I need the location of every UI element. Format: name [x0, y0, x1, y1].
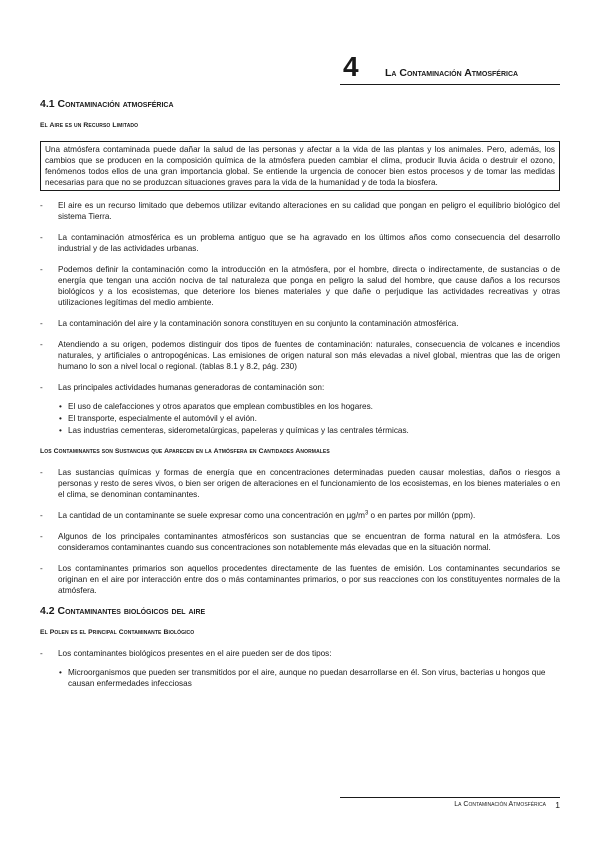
list-item-text: Los contaminantes primarios son aquellos procedentes directamente de las fuentes de emisión. Los contaminantes secundarios se originan en el aire por interacción entre dos o más contaminantes primarios, o por sus reacciones con los constituyentes normales de la atmósfera.: [58, 564, 560, 595]
bullet-item: [40, 425, 560, 436]
list-item-text-start: La cantidad de un contaminante se suele expresar como una concentración en µg/m: [58, 511, 365, 520]
subsection-heading: El Aire es un Recurso Limitado: [40, 122, 139, 129]
header-rule: [340, 84, 560, 85]
dash-marker: -: [40, 233, 43, 242]
list-item-text: Las principales actividades humanas generadoras de contaminación son:: [58, 383, 325, 392]
list-item-text-end: o en partes por millón (ppm).: [368, 511, 476, 520]
list-item-text: Las sustancias químicas y formas de energía que en concentraciones determinadas pueden causar molestias, daños o riesgos a personas y resto de seres vivos, o bien ser origen de alteraciones en el funcionamiento de los ecosistemas, en los bienes materiales o en el clima, se denominan contaminantes.: [58, 468, 560, 499]
list-item: [40, 648, 560, 659]
bullet-marker: •: [59, 414, 62, 423]
subsection-heading: Los Contaminantes son Sustancias que Aparecen en la Atmósfera en Cantidades Anormales: [40, 448, 330, 455]
dash-marker: -: [40, 201, 43, 210]
bullet-list: [40, 667, 560, 689]
superscript: 3: [364, 510, 369, 517]
section-heading: 4.2 Contaminantes biológicos del aire: [40, 605, 206, 617]
list-item-text: La contaminación del aire y la contaminación sonora constituyen en su conjunto la contaminación atmosférica.: [58, 319, 459, 328]
dash-marker: -: [40, 383, 43, 392]
bullet-text: El transporte, especialmente el automóvil y el avión.: [68, 414, 257, 423]
list-item: [40, 318, 560, 329]
list-item: [40, 339, 560, 372]
list-item-text: Los contaminantes biológicos presentes en el aire pueden ser de dos tipos:: [58, 649, 332, 658]
bullet-item: [40, 413, 560, 424]
bullet-list: [40, 401, 560, 436]
dash-marker: -: [40, 511, 43, 520]
list-item: [40, 382, 560, 393]
dash-marker: -: [40, 468, 43, 477]
list-item: [40, 200, 560, 222]
dash-marker: -: [40, 564, 43, 573]
bullet-text: Microorganismos que pueden ser transmitidos por el aire, aunque no puedan desarrollarse en él. Son virus, bacterias u hongos que causan enfermedades infecciosas: [68, 668, 546, 688]
page-content: [40, 95, 560, 698]
list-item-text: El aire es un recurso limitado que debemos utilizar evitando alteraciones en su calidad que pongan en peligro el equilibrio biológico del sistema Tierra.: [58, 201, 560, 221]
page-footer: [400, 799, 560, 811]
bullet-text: El uso de calefacciones y otros aparatos que emplean combustibles en los hogares.: [68, 402, 373, 411]
dash-marker: -: [40, 532, 43, 541]
dash-marker: -: [40, 340, 43, 349]
list-item: [40, 563, 560, 596]
list-item-text: Podemos definir la contaminación como la introducción en la atmósfera, por el hombre, directa o indirectamente, de sustancias o de energía que tengan una acción nociva de tal naturaleza que ponga en peligro la salud del hombre, que cause daños a los recursos biológicos y a los ecosistemas, que deteriore los bienes materiales y que dañe o perjudique las actividades recreativas y otras utilizaciones legítimas del medio ambiente.: [58, 265, 560, 307]
chapter-header: [340, 52, 560, 82]
list-item-text: Atendiendo a su origen, podemos distinguir dos tipos de fuentes de contaminación: naturales, consecuencia de volcanes e incendios naturales, y artificiales o antropogénicas. Las emisiones de origen natural son más elevadas a nivel global, mientras que las de origen humano lo son a nivel local o regional. (tablas 8.1 y 8.2, pág. 230): [58, 340, 560, 371]
list-item: [40, 531, 560, 553]
list-item: [40, 467, 560, 500]
list-item-text: Algunos de los principales contaminantes atmosféricos son sustancias que se encuentran de forma natural en la atmósfera. Los consideramos contaminantes cuando sus concentraciones son notablemente más elevadas que en la situación normal.: [58, 532, 560, 552]
footer-title: La Contaminación Atmosférica: [454, 801, 546, 808]
chapter-number: 4: [343, 51, 359, 82]
chapter-title: La Contaminación Atmosférica: [385, 67, 519, 79]
highlight-box: Una atmósfera contaminada puede dañar la salud de las personas y afectar a la vida de las plantas y los animales. Pero, además, los cambios que se producen en la composición química de la atmósfera pueden cambiar el clima, producir lluvia ácida o destruir el ozono, fenómenos todos ellos de una gran importancia global. Se entiende la urgencia de conocer bien estos procesos y de tomar las medidas necesarias para que no se produzcan situaciones graves para la vida de la humanidad y de toda la biosfera.: [40, 141, 560, 191]
section-heading: 4.1 Contaminación atmosférica: [40, 98, 174, 110]
bullet-marker: •: [59, 402, 62, 411]
subsection-heading: El Polen es el Principal Contaminante Biológico: [40, 629, 195, 636]
dash-marker: -: [40, 649, 43, 658]
dash-marker: -: [40, 265, 43, 274]
page-number: 1: [555, 800, 560, 810]
bullet-item: [40, 667, 560, 689]
dash-marker: -: [40, 319, 43, 328]
list-item: [40, 232, 560, 254]
bullet-marker: •: [59, 668, 62, 677]
list-item: [40, 510, 560, 521]
list-item-text: La contaminación atmosférica es un problema antiguo que se ha agravado en los últimos años como consecuencia del desarrollo industrial y de las actividades urbanas.: [58, 233, 560, 253]
list-item: [40, 264, 560, 308]
footer-rule: [340, 797, 560, 798]
bullet-text: Las industrias cementeras, siderometalúrgicas, papeleras y químicas y las centrales térmicas.: [68, 426, 409, 435]
bullet-item: [40, 401, 560, 412]
bullet-marker: •: [59, 426, 62, 435]
